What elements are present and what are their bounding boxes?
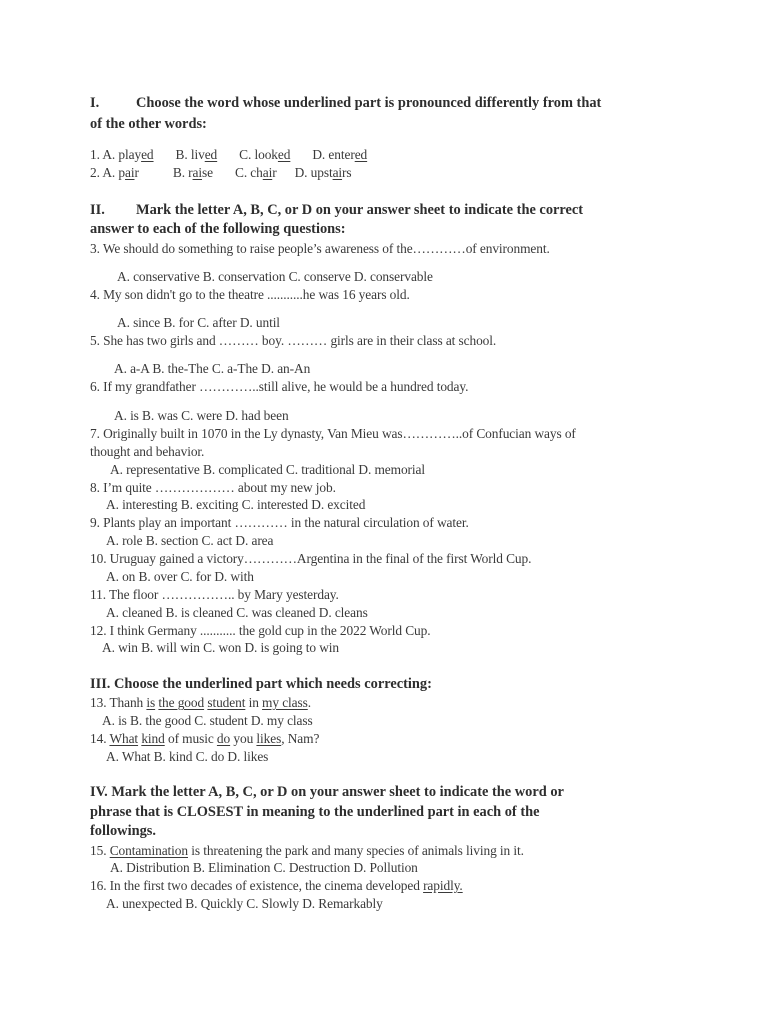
question-9-options: A. role B. section C. act D. area: [106, 533, 274, 548]
section-2-number: II.: [90, 202, 105, 218]
question-6-options: A. is B. was C. were D. had been: [114, 408, 289, 423]
question-9: 9. Plants play an important ………… in the natural circulation of water.: [90, 515, 469, 530]
question-12-options: A. win B. will win C. won D. is going to win: [102, 640, 340, 655]
question-11-options: A. cleaned B. is cleaned C. was cleaned D. cleans: [106, 605, 368, 620]
underlined-part: ed: [354, 147, 368, 162]
question-5: 5. She has two girls and ……… boy. ……… girls are in their class at school.: [90, 333, 497, 348]
question-10: 10. Uruguay gained a victory…………Argentina in the final of the first World Cup.: [90, 551, 532, 566]
section-1-heading-line2: of the other words:: [90, 116, 207, 132]
question-14-options: A. What B. kind C. do D. likes: [106, 749, 269, 764]
section-4-heading-line2: phrase that is CLOSEST in meaning to the underlined part in each of the: [90, 804, 540, 820]
question-13: 13. Thanh is the good student in my class.: [90, 695, 311, 710]
question-15: 15. Contamination is threatening the park and many species of animals living in it.: [90, 843, 524, 858]
underlined-part: What: [109, 731, 139, 746]
underlined-part: ai: [262, 165, 273, 180]
question-7-options: A. representative B. complicated C. traditional D. memorial: [110, 462, 426, 477]
underlined-part: ai: [192, 165, 203, 180]
question-11: 11. The floor …………….. by Mary yesterday.: [90, 587, 339, 602]
underlined-part: ed: [277, 147, 291, 162]
section-1-number: I.: [90, 95, 100, 111]
underlined-part: ai: [332, 165, 343, 180]
question-14: 14. What kind of music do you likes, Nam?: [90, 731, 320, 746]
question-4: 4. My son didn't go to the theatre ...........he was 16 years old.: [90, 287, 410, 302]
question-2: 2. A. pair B. raise C. chair D. upstairs: [90, 165, 352, 180]
underlined-part: rapidly.: [423, 878, 463, 893]
question-8: 8. I’m quite ……………… about my new job.: [90, 480, 336, 495]
question-10-options: A. on B. over C. for D. with: [106, 569, 254, 584]
section-4-heading-line3: followings.: [90, 823, 156, 839]
question-3-options: A. conservative B. conservation C. conserve D. conservable: [117, 269, 433, 284]
underlined-part: student: [207, 695, 246, 710]
section-1-heading-line1: [90, 94, 601, 113]
section-4-heading-line1: IV. Mark the letter A, B, C, or D on your answer sheet to indicate the word or: [90, 784, 564, 800]
question-4-options: A. since B. for C. after D. until: [117, 315, 280, 330]
question-6: 6. If my grandfather …………..still alive, he would be a hundred today.: [90, 379, 469, 394]
section-2-title: Mark the letter A, B, C, or D on your answer sheet to indicate the correct: [136, 202, 584, 218]
question-15-options: A. Distribution B. Elimination C. Destruction D. Pollution: [110, 860, 418, 875]
question-7-continued: thought and behavior.: [90, 444, 205, 459]
section-3-heading: III. Choose the underlined part which needs correcting:: [90, 676, 432, 692]
underlined-part: kind: [141, 731, 165, 746]
question-3: 3. We should do something to raise people’s awareness of the…………of environment.: [90, 241, 550, 256]
underlined-part: is: [146, 695, 156, 710]
underlined-part: the good: [158, 695, 205, 710]
question-16: 16. In the first two decades of existence, the cinema developed rapidly.: [90, 878, 463, 893]
question-1: 1. A. played B. lived C. looked D. entered: [90, 147, 368, 162]
underlined-part: do: [216, 731, 231, 746]
question-12: 12. I think Germany ........... the gold cup in the 2022 World Cup.: [90, 623, 431, 638]
question-13-options: A. is B. the good C. student D. my class: [102, 713, 313, 728]
underlined-part: my class: [262, 695, 308, 710]
underlined-part: likes: [256, 731, 282, 746]
question-16-options: A. unexpected B. Quickly C. Slowly D. Remarkably: [106, 896, 383, 911]
section-2-heading-line1: [90, 201, 583, 220]
underlined-part: ed: [141, 147, 154, 162]
question-8-options: A. interesting B. exciting C. interested D. excited: [106, 497, 366, 512]
underlined-part: ai: [125, 165, 135, 180]
underlined-part: Contamination: [109, 843, 188, 858]
question-5-options: A. a-A B. the-The C. a-The D. an-An: [114, 361, 311, 376]
underlined-part: ed: [204, 147, 218, 162]
section-2-heading-line2: answer to each of the following questions:: [90, 221, 346, 237]
question-7: 7. Originally built in 1070 in the Ly dynasty, Van Mieu was…………..of Confucian ways of: [90, 426, 576, 441]
section-1-title: Choose the word whose underlined part is pronounced differently from that: [136, 95, 602, 111]
